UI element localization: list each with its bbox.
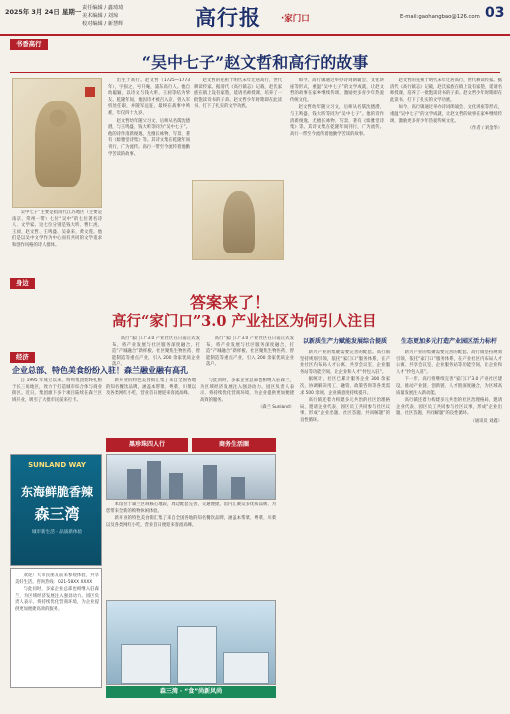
article2-column-4: 新兴产业的集聚需要完善的配套。高行镇坚持规划引领，依托“家门口”服务体系，在产业社区内布局人才公寓、共享会议室、企业服务站等功能空间，让企业和人才“拎包入驻”。 下一步，高行将继续完善“家门口”3.0 产业社区建设，推动产业链、创新链、人才链深度融合，为区域高质量发展注入新动能。 高行镇还着力构建多元共治的社区治理格局，邀请企业代表、园区员工共同参与社区议事，形成“企业出题、社区答题、共同解题”的良性循环。 （通讯员 刘鑫） bbox=[396, 350, 502, 424]
portrait-painting bbox=[12, 78, 102, 208]
article2-headline-2: 高行“家门口”3.0 产业社区为何引人注目 bbox=[112, 313, 377, 330]
section-tag-economy: 经济 bbox=[10, 352, 35, 363]
headline-divider bbox=[10, 72, 500, 73]
article2-column-1: 高行“家门口”3.0 产业社区在日前正式发布，将产业发展与社区服务深度融合，打造“产城融合”新样板。社区聚焦生物医药、智能制造等重点产业，引入 200 余家优质企业落户。 bbox=[112, 336, 200, 368]
masthead bbox=[0, 0, 510, 36]
article1-caption: 吴中七子”主要是指清代江苏地区（主要是南京、常州一带）七位“吴中”的七位著名诗人、文学家。这七位分别是钱大昕、曹仁虎、王昶、赵文哲、王鸣盛、吴泰来、黄文莲。他们是以吴中文学作为中心而有共同的文学追求和创作风格的诗人群体。 bbox=[12, 210, 102, 248]
ad-text-box: 欢迎广大市民朋友前来参观体验，共享美好生活。咨询热线：021-58XX XXXX 与此同时，多家企业总部也相继入驻森兰，为区域经济发展注入强劲动力。园区负责人表示，将持续优化营商环境，为企业提供更加便捷高效的服务。 bbox=[10, 568, 102, 688]
article3-headline: 企业总部、特色美食纷纷入驻！森兰融业融有高孔 bbox=[12, 366, 188, 375]
seal-stamp bbox=[85, 87, 95, 97]
ad-mall-label: 森三湾 · “食”尚新风尚 bbox=[106, 686, 276, 698]
ad-description: 本馆位于森兰区域核心地段，周边配套完善，交通便捷。馆内汇聚众多优质品牌，为您带来全新的购物休闲体验。 新开业的特色美食街汇集了来自全国各地的知名餐饮品牌，涵盖本帮菜、粤菜、川菜以及各类网红小吃，营业首日便迎来客流高峰。 bbox=[106, 502, 276, 528]
ad-strip-2: 商务生活圈 bbox=[192, 438, 276, 452]
page-number: 03 bbox=[485, 5, 505, 21]
article2-subhead-2: 生态更加多元打造产业园区活力标杆 bbox=[400, 338, 497, 345]
article3-column-3: 与此同时，多家企业总部也相继入驻森兰，为区域经济发展注入强劲动力。园区负责人表示，将持续优化营商环境，为企业提供更加便捷高效的服务。 （森兰 Sunland） bbox=[200, 378, 294, 411]
article1-column-1: 出生于高行。赵文哲（1725—1773年），字损之，号升庵，浦东高行人。他自幼聪颖，以诗文与钱大昕、王昶等结为挚友。乾隆年间，他因诗才被召入京，曾入军机处任职，并随军远征，最终在战事中殉难，年仅四十九岁。 赵文哲幼年随父习文，后师从名儒沈德潜，与王鸣盛、钱大昕等同为“吴中七子”。他的诗作清新俊逸，尤擅长咏物、写景，著有《媕雅堂诗集》等。其诗文集在乾隆年间刊行，广为流传。高行一带至今流传着他勤学苦读的故事。 bbox=[108, 78, 190, 157]
calligraphy-image bbox=[192, 180, 284, 260]
section-tag-reading: 书香高行 bbox=[10, 39, 48, 50]
article3-column-2: 新开业的特色美食街汇集了来自全国各地的知名餐饮品牌，涵盖本帮菜、粤菜、川菜以及各类网红小吃，营业首日便迎来客流高峰。 bbox=[106, 378, 196, 397]
article1-column-2: 赵文哲的先祖于明代末年迁居高行，世代耕读传家。据清代《高行镇志》记载，赵氏家族在镇上设有家塾，延请名师授课，培养了一批饱读诗书的子弟。赵文哲少年时期即在此读书，打下了扎实的文学功底。 bbox=[194, 78, 282, 110]
ad-mall-photo bbox=[106, 600, 276, 685]
article2-headline-1: 答案来了！ bbox=[190, 293, 271, 312]
article2-column-2: 高行“家门口”3.0 产业社区在日前正式发布，将产业发展与社区服务深度融合，打造“产城融合”新样板。社区聚焦生物医药、智能制造等重点产业，引入 200 余家优质企业落户。 bbox=[206, 336, 294, 368]
contact-email: E-mail:gaohangbao@126.com bbox=[400, 14, 480, 20]
article1-headline: “吴中七子”赵文哲和高行的故事 bbox=[141, 53, 369, 72]
article2-column-3: 新兴产业的集聚需要完善的配套。高行镇坚持规划引领，依托“家门口”服务体系，在产业社区内布局人才公寓、共享会议室、企业服务站等功能空间，让企业和人才“拎包入驻”。 据统计，社区已累计服务企业 300 余家次，协调解决用工、融资、政策咨询等各类需求 500 余项，企业满意度持续提升。 高行镇还着力构建多元共治的社区治理格局，邀请企业代表、园区员工共同参与社区议事，形成“企业出题、社区答题、共同解题”的良性循环。 bbox=[300, 350, 390, 423]
ad-poster: SUNLAND WAY 东海鲜脆香辣 森三湾 城市新生活 · 品质新体验 bbox=[10, 454, 102, 566]
section-name: ·家门口 bbox=[281, 14, 310, 24]
article1-column-3: 如今，高行镇通过举办诗词朗诵会、文化讲座等形式，重温“吴中七子”的文学成就，让赵文哲的故事在家乡继续传颂，激励更多青少年热爱传统文化。 赵文哲幼年随父习文，后师从名儒沈德潜，与王鸣盛、钱大昕等同为“吴中七子”。他的诗作清新俊逸，尤擅长咏物、写景，著有《媕雅堂诗集》等。其诗文集在乾隆年间刊行，广为流传。高行一带至今流传着他勤学苦读的故事。 bbox=[290, 78, 384, 137]
issue-date: 2025年 3月 24日 星期一 bbox=[5, 8, 82, 16]
section-tag-nearby: 身边 bbox=[10, 278, 35, 289]
article1-column-4: 赵文哲的先祖于明代末年迁居高行，世代耕读传家。据清代《高行镇志》记载，赵氏家族在镇上设有家塾，延请名师授课，培养了一批饱读诗书的子弟。赵文哲少年时期即在此读书，打下了扎实的文学功底。 如今，高行镇通过举办诗词朗诵会、文化讲座等形式，重温“吴中七子”的文学成就，让赵文哲的故事在家乡继续传颂，激励更多青少年热爱传统文化。 （作者 / 刘金华） bbox=[390, 78, 502, 132]
newspaper-title: 高行报 bbox=[195, 5, 261, 30]
staff-credits: 责任编辑 / 鑫琦琦 美术编辑 / 刘琼 校对编辑 / 新慧辉 bbox=[82, 5, 124, 27]
ad-strip-1: 黑珍珠四人行 bbox=[106, 438, 188, 452]
ad-building-photo bbox=[106, 454, 276, 500]
article3-column-1: 自 1995 年成立以来，明州集团始终扎根于长三角地区，致力于打造城市综合体与商业街区。近日，集团旗下多个项目陆续在森兰区域开业，吸引了大批市民前来打卡。 bbox=[12, 378, 102, 403]
article2-subhead-1: 以新质生产力赋能发展综合提质 bbox=[302, 338, 387, 345]
